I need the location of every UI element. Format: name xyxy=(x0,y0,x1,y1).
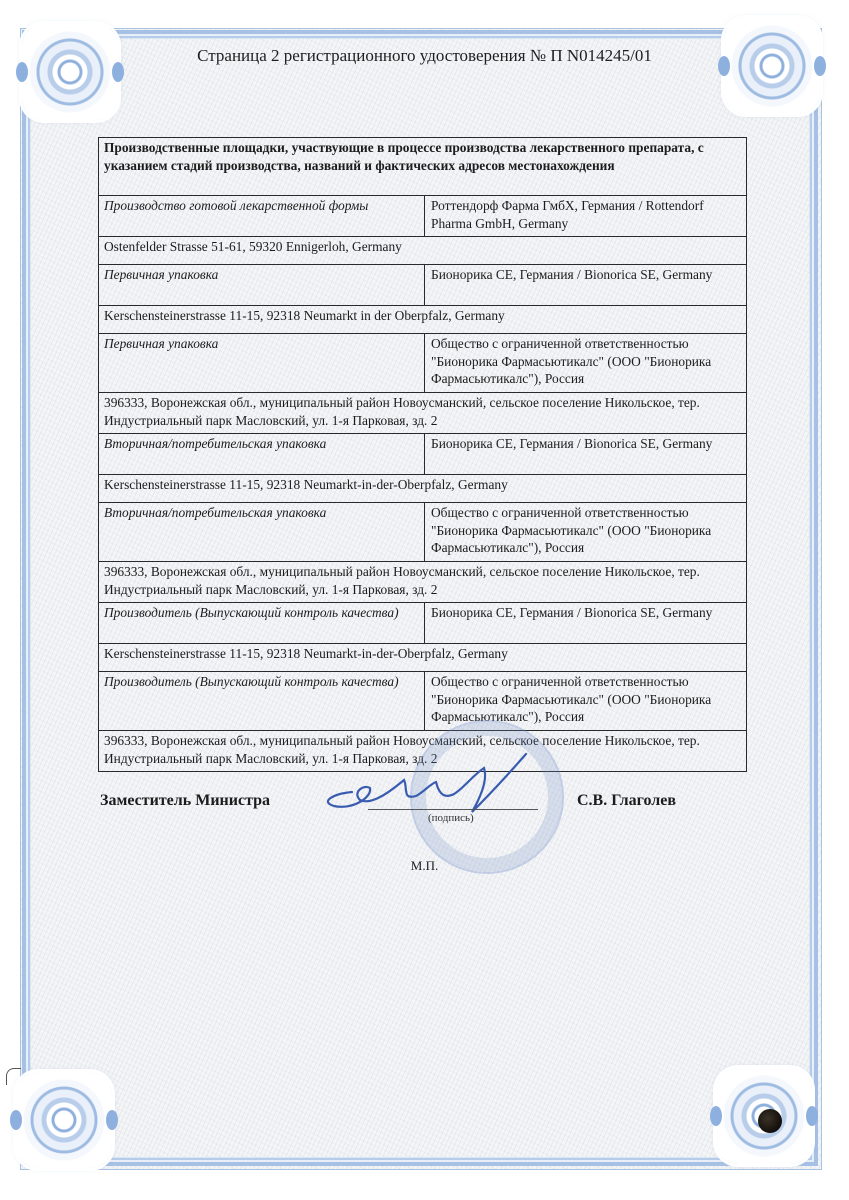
stage-cell: Производитель (Выпускающий контроль качества) xyxy=(99,603,425,644)
signature-caption: (подпись) xyxy=(428,812,474,824)
table-row xyxy=(99,196,747,237)
table-row xyxy=(99,334,747,393)
table-row xyxy=(99,237,747,265)
address-cell: 396333, Воронежская обл., муниципальный район Новоусманский, сельское поселение Никольское, тер. Индустриальный парк Масловский, ул. 1-я Парковая, зд. 2 xyxy=(99,393,747,434)
table-header: Производственные площадки, участвующие в процессе производства лекарственного препарата, с указанием стадий производства, названий и фактических адресов местонахождения xyxy=(99,138,747,196)
pen-mark xyxy=(6,1068,21,1085)
punch-hole xyxy=(758,1109,782,1133)
table-row xyxy=(99,672,747,731)
stage-cell: Первичная упаковка xyxy=(99,334,425,393)
stage-cell: Вторичная/потребительская упаковка xyxy=(99,503,425,562)
address-cell: 396333, Воронежская обл., муниципальный район Новоусманский, сельское поселение Никольское, тер. Индустриальный парк Масловский, ул. 1-я Парковая, зд. 2 xyxy=(99,562,747,603)
table-row xyxy=(99,306,747,334)
rosette-ornament-icon xyxy=(22,24,118,120)
organization-cell: Бионорика СЕ, Германия / Bionorica SE, Germany xyxy=(425,265,747,306)
signature-line xyxy=(368,809,538,810)
table-row xyxy=(99,562,747,603)
stamp-place-label: М.П. xyxy=(410,858,439,873)
page-title: Страница 2 регистрационного удостоверения № П N014245/01 xyxy=(197,46,652,65)
signature-block xyxy=(100,792,750,832)
address-cell: Ostenfelder Strasse 51-61, 59320 Ennigerloh, Germany xyxy=(99,237,747,265)
organization-cell: Общество с ограниченной ответственностью "Бионорика Фармасьютикалс" (ООО "Бионорика Фармасьютикалс"), Россия xyxy=(425,503,747,562)
table-row xyxy=(99,644,747,672)
table-row xyxy=(99,265,747,306)
table-header-row xyxy=(99,138,747,196)
organization-cell: Общество с ограниченной ответственностью "Бионорика Фармасьютикалс" (ООО "Бионорика Фармасьютикалс"), Россия xyxy=(425,672,747,731)
table-row xyxy=(99,503,747,562)
address-cell: 396333, Воронежская обл., муниципальный район Новоусманский, сельское поселение Никольское, тер. Индустриальный парк Масловский, ул. 1-я Парковая, зд. 2 xyxy=(99,731,747,772)
signer-role: Заместитель Министра xyxy=(100,792,271,809)
organization-cell: Бионорика СЕ, Германия / Bionorica SE, Germany xyxy=(425,434,747,475)
stage-cell: Производитель (Выпускающий контроль качества) xyxy=(99,672,425,731)
rosette-ornament-icon xyxy=(724,18,820,114)
address-cell: Kerschensteinerstrasse 11-15, 92318 Neumarkt-in-der-Oberpfalz, Germany xyxy=(99,475,747,503)
address-cell: Kerschensteinerstrasse 11-15, 92318 Neumarkt-in-der-Oberpfalz, Germany xyxy=(99,644,747,672)
organization-cell: Роттендорф Фарма ГмбХ, Германия / Rottendorf Pharma GmbH, Germany xyxy=(425,196,747,237)
table-row xyxy=(99,475,747,503)
signer-name: С.В. Глаголев xyxy=(577,792,676,809)
organization-cell: Общество с ограниченной ответственностью "Бионорика Фармасьютикалс" (ООО "Бионорика Фармасьютикалс"), Россия xyxy=(425,334,747,393)
stage-cell: Первичная упаковка xyxy=(99,265,425,306)
table-row xyxy=(99,434,747,475)
table-row xyxy=(99,393,747,434)
address-cell: Kerschensteinerstrasse 11-15, 92318 Neumarkt in der Oberpfalz, Germany xyxy=(99,306,747,334)
stage-cell: Производство готовой лекарственной формы xyxy=(99,196,425,237)
organization-cell: Бионорика СЕ, Германия / Bionorica SE, Germany xyxy=(425,603,747,644)
rosette-ornament-icon xyxy=(16,1072,112,1168)
production-sites-table xyxy=(98,137,747,772)
table-row xyxy=(99,603,747,644)
stage-cell: Вторичная/потребительская упаковка xyxy=(99,434,425,475)
